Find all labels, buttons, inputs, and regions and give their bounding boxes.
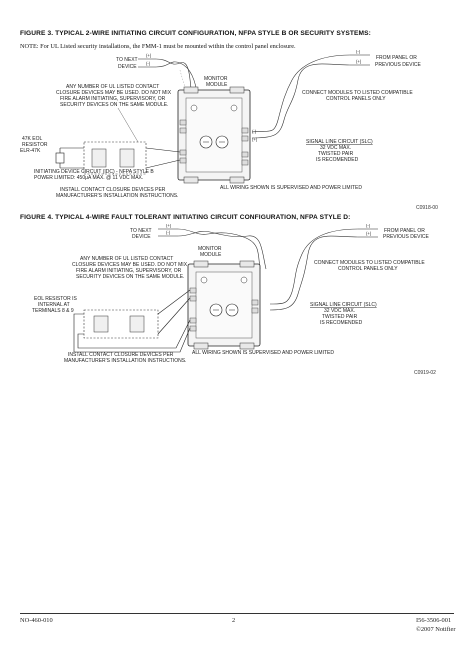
fig4-next-minus: (-) bbox=[166, 230, 171, 235]
fig3-monitor-2: MODULE bbox=[206, 82, 228, 88]
fig4-panel-plus: (+) bbox=[366, 231, 372, 236]
fig3-next-plus: (+) bbox=[146, 53, 152, 58]
fig3-idc-1: INITIATING DEVICE CIRCUIT (IDC) - NFPA STYLE B bbox=[34, 169, 154, 175]
fig4-eol-1: EOL RESISTOR IS bbox=[34, 296, 77, 302]
fig4-connect-2: CONTROL PANELS ONLY bbox=[338, 266, 398, 272]
fig3-slc-3: TWISTED PAIR bbox=[318, 151, 354, 157]
fig3-contact-4: SECURITY DEVICES ON THE SAME MODULE. bbox=[60, 102, 169, 108]
figure-4-diagram bbox=[20, 224, 460, 369]
fig4-eol-3: TERMINALS 8 & 9 bbox=[32, 308, 74, 314]
fig3-panel-minus: (-) bbox=[356, 50, 361, 54]
fig3-next-minus: (-) bbox=[146, 61, 151, 66]
fig3-slc-1: SIGNAL LINE CIRCUIT (SLC) bbox=[306, 139, 373, 145]
fig4-eol-2: INTERNAL AT bbox=[38, 302, 70, 308]
fig4-contact-4: SECURITY DEVICES ON THE SAME MODULE. bbox=[76, 274, 185, 280]
fig4-panel-minus: (-) bbox=[366, 224, 371, 228]
footer-copyright: ©2007 Notifier bbox=[416, 626, 456, 633]
fig3-contact-2: CLOSURE DEVICES MAY BE USED. DO NOT MIX bbox=[56, 90, 172, 96]
fig3-contact-1: ANY NUMBER OF UL LISTED CONTACT bbox=[66, 84, 160, 90]
figure-3-code: C0918-00 bbox=[416, 205, 438, 211]
fig3-monitor-1: MONITOR bbox=[204, 76, 228, 82]
fig3-supervised: ALL WIRING SHOWN IS SUPERVISED AND POWER LIMITED bbox=[220, 185, 362, 191]
fig3-eol-2: RESISTOR bbox=[22, 142, 48, 148]
fig3-contact-3: FIRE ALARM INITIATING, SUPERVISORY, OR bbox=[60, 96, 166, 102]
fig4-from-panel-1: FROM PANEL OR bbox=[384, 228, 425, 234]
footer-ref: I56-3506-001 bbox=[416, 617, 452, 624]
fig4-to-next-1: TO NEXT bbox=[130, 228, 152, 234]
fig4-monitor-2: MODULE bbox=[200, 252, 222, 258]
fig4-supervised: ALL WIRING SHOWN IS SUPERVISED AND POWER LIMITED bbox=[192, 350, 334, 356]
figure-3-title: FIGURE 3. TYPICAL 2-WIRE INITIATING CIRCUIT CONFIGURATION, NFPA STYLE B OR SECURITY SYSTEMS: bbox=[20, 30, 371, 37]
fig4-next-plus: (+) bbox=[166, 224, 172, 228]
fig4-monitor-1: MONITOR bbox=[198, 246, 222, 252]
fig4-contact-3: FIRE ALARM INITIATING, SUPERVISORY, OR bbox=[76, 268, 182, 274]
fig4-slc-2: 32 VDC MAX. bbox=[324, 308, 356, 314]
fig3-to-next-2: DEVICE bbox=[118, 64, 137, 70]
fig4-slc-4: IS RECOMENDED bbox=[320, 320, 363, 326]
fig4-slc-3: TWISTED PAIR bbox=[322, 314, 358, 320]
fig3-eol-1: 47K EOL bbox=[22, 136, 43, 142]
fig4-connect-1: CONNECT MODULES TO LISTED COMPATIBLE bbox=[314, 260, 425, 266]
fig4-to-next-2: DEVICE bbox=[132, 234, 151, 240]
figure-3-wiring-svg bbox=[20, 50, 460, 210]
fig3-from-panel-1: FROM PANEL OR bbox=[376, 55, 417, 61]
fig3-connect-2: CONTROL PANELS ONLY bbox=[326, 96, 386, 102]
fig3-slc-4: IS RECOMENDED bbox=[316, 157, 359, 163]
fig3-install-1: INSTALL CONTACT CLOSURE DEVICES PER bbox=[60, 187, 166, 193]
fig4-install-1: INSTALL CONTACT CLOSURE DEVICES PER bbox=[68, 352, 174, 358]
fig3-connect-1: CONNECT MODULES TO LISTED COMPATIBLE bbox=[302, 90, 413, 96]
figure-4-code: C0919-02 bbox=[414, 370, 436, 376]
fig3-slc-plus: (+) bbox=[252, 137, 258, 142]
fig4-slc-1: SIGNAL LINE CIRCUIT (SLC) bbox=[310, 302, 377, 308]
figure-4-wiring-svg bbox=[20, 224, 460, 369]
fig3-panel-plus: (+) bbox=[356, 59, 362, 64]
footer-rule bbox=[20, 613, 454, 614]
fig4-from-panel-2: PREVIOUS DEVICE bbox=[383, 234, 429, 240]
fig3-install-2: MANUFACTURER'S INSTALLATION INSTRUCTIONS. bbox=[56, 193, 179, 199]
footer-doc-number: NO-460-010 bbox=[20, 617, 53, 624]
fig4-contact-1: ANY NUMBER OF UL LISTED CONTACT bbox=[80, 256, 174, 262]
fig3-idc-2: POWER LIMITED: 450μA MAX. @ 11 VDC MAX. bbox=[34, 175, 144, 181]
figure-3-note: NOTE: For UL Listed security installations, the FMM-1 must be mounted within the control panel enclosure. bbox=[20, 43, 296, 50]
figure-3-diagram bbox=[20, 50, 460, 210]
fig3-from-panel-2: PREVIOUS DEVICE bbox=[375, 62, 421, 68]
figure-4-title: FIGURE 4. TYPICAL 4-WIRE FAULT TOLERANT INITIATING CIRCUIT CONFIGURATION, NFPA STYLE D: bbox=[20, 214, 351, 221]
fig3-slc-minus: (-) bbox=[252, 129, 257, 134]
fig4-contact-2: CLOSURE DEVICES MAY BE USED. DO NOT MIX bbox=[72, 262, 188, 268]
fig3-eol-3: ELR-47K bbox=[20, 148, 41, 154]
fig3-slc-2: 32 VDC MAX. bbox=[320, 145, 352, 151]
footer-page-number: 2 bbox=[232, 617, 236, 624]
fig3-to-next-1: TO NEXT bbox=[116, 57, 138, 63]
fig4-install-2: MANUFACTURER'S INSTALLATION INSTRUCTIONS. bbox=[64, 358, 187, 364]
